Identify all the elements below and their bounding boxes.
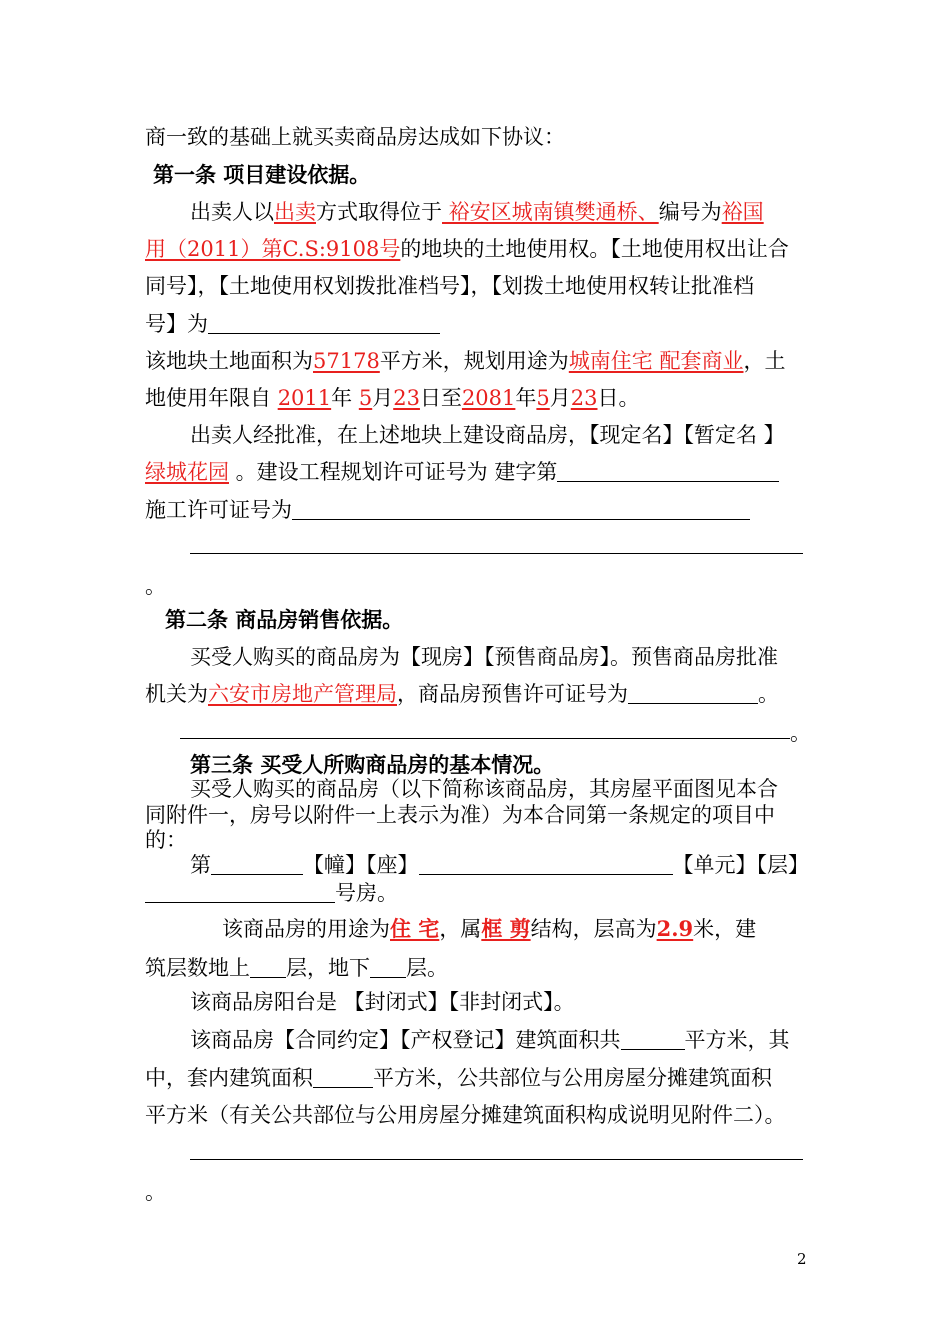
acquisition-method: 出卖 (274, 200, 316, 224)
page-number: 2 (797, 1250, 807, 1268)
blank-line (180, 738, 790, 739)
blank-field (419, 852, 673, 875)
balcony-line: 该商品房阳台是 【封闭式】【非封闭式】。 (190, 990, 575, 1014)
article3-line3: 的： (145, 828, 187, 852)
project-name-line1: 出卖人经批准，在上述地块上建设商品房，【现定名】【暂定名 】 (190, 423, 785, 447)
article3-line2: 同附件一，房号以附件一上表示为准）为本合同第一条规定的项目中 (145, 803, 775, 827)
blank-line (190, 1159, 803, 1160)
room-number-line2: 号房。 (145, 878, 398, 908)
article2-line2: 机关为六安市房地产管理局，商品房预售许可证号为 。 (145, 682, 779, 706)
blank-field (628, 681, 758, 704)
usage-line: 该商品房的用途为住 宅，属框 剪结构，层高为2.9米，建 (222, 916, 757, 941)
blank-field (370, 955, 406, 978)
article2-end: 。 (790, 721, 811, 745)
blank-field (145, 880, 335, 903)
project-name-line2: 绿城花园 。建设工程规划许可证号为 建字第 (145, 457, 779, 487)
land-number: 裕国 (721, 200, 764, 224)
article2-line1: 买受人购买的商品房为【现房】【预售商品房】。预售商品房批准 (190, 645, 778, 669)
project-name: 绿城花园 (145, 460, 229, 484)
blank-field (250, 955, 286, 978)
blank-field (292, 497, 750, 520)
floor-area-line2: 中，套内建筑面积 平方米，公共部位与公用房屋分摊建筑面积 (145, 1066, 772, 1090)
article1-title: 第一条 项目建设依据。 (153, 162, 371, 187)
planned-use: 城南住宅 配套商业 (568, 349, 744, 373)
structure-type: 框 剪 (481, 916, 531, 941)
blank-field (313, 1065, 373, 1088)
room-number-line: 第 【幢】【座】 【单元】【层】 (190, 853, 809, 877)
blank-field (621, 1027, 685, 1050)
housing-use: 住 宅 (390, 916, 440, 941)
land-term-line: 地使用年限自 2011年 5月23日至2081年5月23日。 (145, 386, 640, 410)
article3-line1: 买受人购买的商品房（以下简称该商品房，其房屋平面图见本合 (190, 777, 778, 801)
article1-line3: 同号】，【土地使用权划拨批准档号】，【划拨土地使用权转让批准档 (145, 274, 754, 298)
article1-line2: 用（2011）第C.S:9108号的地块的土地使用权。【土地使用权出让合 (145, 237, 789, 261)
land-area-line: 该地块土地面积为57178平方米，规划用途为城南住宅 配套商业，土 (145, 349, 786, 373)
intro-line: 商一致的基础上就买卖商品房达成如下协议： (145, 125, 565, 149)
land-location: 裕安区城南镇樊通桥、 (442, 200, 659, 224)
blank-field (211, 852, 303, 875)
article1-line4: 号】为 (145, 309, 440, 339)
floor-height: 2.9 (656, 916, 694, 941)
land-number-cont: 用（2011）第C.S:9108号 (145, 237, 401, 261)
article3-title: 第三条 买受人所购商品房的基本情况。 (190, 752, 555, 777)
land-area: 57178 (313, 349, 380, 373)
floor-area-line3: 平方米（有关公共部位与公用房屋分摊建筑面积构成说明见附件二）。 (145, 1103, 786, 1127)
floors-line: 筑层数地上 层，地下 层。 (145, 956, 448, 980)
article1-end: 。 (145, 574, 166, 598)
blank-field (557, 459, 779, 482)
blank-field (208, 311, 440, 334)
construction-permit-line: 施工许可证号为 (145, 495, 750, 525)
article3-end: 。 (145, 1180, 166, 1204)
article1-line1: 出卖人以出卖方式取得位于 裕安区城南镇樊通桥、编号为裕国 (190, 200, 764, 224)
article2-title: 第二条 商品房销售依据。 (165, 607, 404, 632)
blank-line (190, 553, 803, 554)
floor-area-line1: 该商品房【合同约定】【产权登记】建筑面积共 平方米，其 (190, 1028, 790, 1052)
approval-authority: 六安市房地产管理局 (208, 682, 397, 706)
